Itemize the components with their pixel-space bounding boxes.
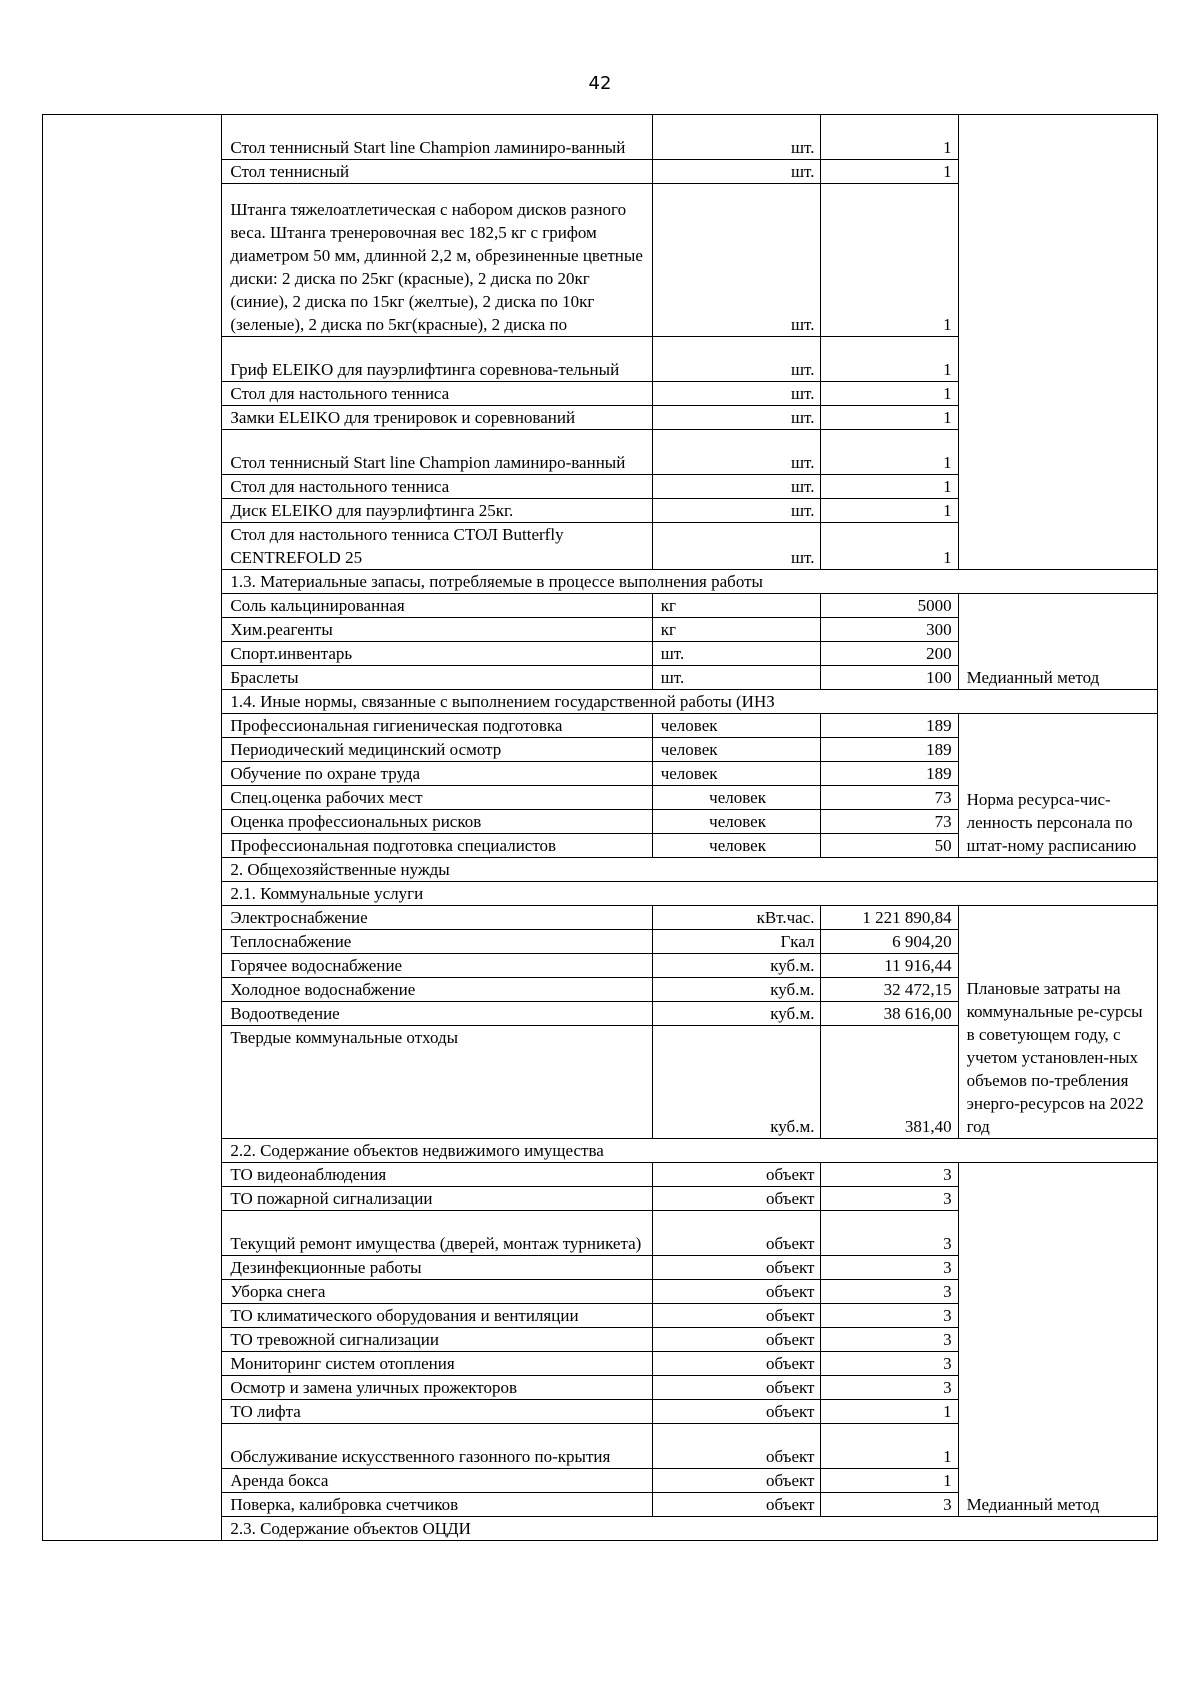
item-name: ТО тревожной сигнализации [222, 1328, 652, 1352]
item-name: Осмотр и замена уличных прожекторов [222, 1376, 652, 1400]
item-qty: 32 472,15 [821, 978, 958, 1002]
item-unit: шт. [652, 475, 821, 499]
item-qty: 1 [821, 430, 958, 475]
item-name: ТО климатического оборудования и вентиляции [222, 1304, 652, 1328]
method-cell: Медианный метод [958, 1163, 1157, 1517]
item-unit: человек [652, 714, 821, 738]
item-name: Аренда бокса [222, 1469, 652, 1493]
item-unit: объект [652, 1163, 821, 1187]
item-name: Стол теннисный Start line Champion ламиниро-ванный [222, 115, 652, 160]
item-name: Теплоснабжение [222, 930, 652, 954]
method-cell: Норма ресурса-чис-ленность персонала по штат-ному расписанию [958, 714, 1157, 858]
item-unit: человек [652, 762, 821, 786]
item-qty: 189 [821, 714, 958, 738]
item-unit: объект [652, 1256, 821, 1280]
item-name: Уборка снега [222, 1280, 652, 1304]
method-cell: Медианный метод [958, 594, 1157, 690]
item-qty: 3 [821, 1163, 958, 1187]
item-qty: 73 [821, 810, 958, 834]
item-name: Спорт.инвентарь [222, 642, 652, 666]
item-unit: объект [652, 1328, 821, 1352]
item-name: Стол для настольного тенниса [222, 475, 652, 499]
item-name: Стол теннисный Start line Champion ламиниро-ванный [222, 430, 652, 475]
item-unit: объект [652, 1280, 821, 1304]
item-name: Твердые коммунальные отходы [222, 1026, 652, 1139]
item-qty: 1 [821, 406, 958, 430]
item-qty: 6 904,20 [821, 930, 958, 954]
item-unit: шт. [652, 115, 821, 160]
item-unit: шт. [652, 499, 821, 523]
item-qty: 1 [821, 1400, 958, 1424]
item-qty: 3 [821, 1187, 958, 1211]
section-title: 2.3. Содержание объектов ОЦДИ [222, 1517, 1158, 1541]
item-name: ТО видеонаблюдения [222, 1163, 652, 1187]
section-title: 2.1. Коммунальные услуги [222, 882, 1158, 906]
item-unit: человек [652, 738, 821, 762]
item-unit: объект [652, 1187, 821, 1211]
item-name: Дезинфекционные работы [222, 1256, 652, 1280]
item-unit: кВт.час. [652, 906, 821, 930]
page-number: 42 [588, 73, 612, 94]
item-qty: 1 [821, 382, 958, 406]
item-name: Хим.реагенты [222, 618, 652, 642]
item-unit: куб.м. [652, 978, 821, 1002]
item-unit: объект [652, 1493, 821, 1517]
item-unit: куб.м. [652, 954, 821, 978]
item-name: Холодное водоснабжение [222, 978, 652, 1002]
item-unit: шт. [652, 523, 821, 570]
method-cell-empty [958, 115, 1157, 570]
item-name: Обучение по охране труда [222, 762, 652, 786]
item-qty: 1 [821, 337, 958, 382]
item-name: Соль кальцинированная [222, 594, 652, 618]
item-unit: куб.м. [652, 1002, 821, 1026]
item-unit: шт. [652, 382, 821, 406]
item-unit: шт. [652, 184, 821, 337]
item-unit: кг [652, 618, 821, 642]
item-unit: шт. [652, 666, 821, 690]
item-unit: человек [652, 786, 821, 810]
item-unit: объект [652, 1211, 821, 1256]
item-qty: 189 [821, 762, 958, 786]
item-name: Стол для настольного тенниса СТОЛ Butterfly CENTREFOLD 25 [222, 523, 652, 570]
item-unit: объект [652, 1469, 821, 1493]
item-name: Периодический медицинский осмотр [222, 738, 652, 762]
item-qty: 3 [821, 1256, 958, 1280]
section-title: 2. Общехозяйственные нужды [222, 858, 1158, 882]
item-qty: 1 [821, 523, 958, 570]
item-unit: куб.м. [652, 1026, 821, 1139]
item-name: Обслуживание искусственного газонного по-крытия [222, 1424, 652, 1469]
item-qty: 3 [821, 1304, 958, 1328]
item-unit: шт. [652, 337, 821, 382]
item-name: Стол для настольного тенниса [222, 382, 652, 406]
item-name: Замки ELEIKO для тренировок и соревнований [222, 406, 652, 430]
item-qty: 38 616,00 [821, 1002, 958, 1026]
item-name: Профессиональная подготовка специалистов [222, 834, 652, 858]
item-unit: объект [652, 1376, 821, 1400]
item-qty: 50 [821, 834, 958, 858]
item-qty: 3 [821, 1376, 958, 1400]
item-qty: 3 [821, 1352, 958, 1376]
section-title: 1.3. Материальные запасы, потребляемые в процессе выполнения работы [222, 570, 1158, 594]
item-qty: 1 221 890,84 [821, 906, 958, 930]
table-row [43, 115, 1158, 160]
item-name: Стол теннисный [222, 160, 652, 184]
item-qty: 1 [821, 160, 958, 184]
item-qty: 300 [821, 618, 958, 642]
item-name: Штанга тяжелоатлетическая с набором дисков разного веса. Штанга тренеровочная вес 182,5 кг с грифом диаметром 50 мм, длинной 2,2 м, обрезиненные цветные диски: 2 диска по 25кг (красные), 2 диска по 20кг (синие), 2 диска по 15кг (желтые), 2 диска по 10кг (зеленые), 2 диска по 5кг(красные), 2 диска по [222, 184, 652, 337]
item-qty: 100 [821, 666, 958, 690]
item-unit: шт. [652, 160, 821, 184]
item-name: Электроснабжение [222, 906, 652, 930]
item-name: Диск ELEIKO для пауэрлифтинга 25кг. [222, 499, 652, 523]
item-name: Текущий ремонт имущества (дверей, монтаж турникета) [222, 1211, 652, 1256]
item-unit: кг [652, 594, 821, 618]
item-qty: 3 [821, 1211, 958, 1256]
item-unit: объект [652, 1304, 821, 1328]
item-qty: 381,40 [821, 1026, 958, 1139]
item-qty: 1 [821, 499, 958, 523]
item-qty: 1 [821, 115, 958, 160]
item-qty: 189 [821, 738, 958, 762]
item-name: ТО лифта [222, 1400, 652, 1424]
item-unit: человек [652, 810, 821, 834]
item-name: Водоотведение [222, 1002, 652, 1026]
item-name: ТО пожарной сигнализации [222, 1187, 652, 1211]
item-name: Мониторинг систем отопления [222, 1352, 652, 1376]
item-unit: шт. [652, 430, 821, 475]
item-unit: шт. [652, 642, 821, 666]
item-name: Профессиональная гигиеническая подготовка [222, 714, 652, 738]
item-unit: объект [652, 1400, 821, 1424]
item-name: Оценка профессиональных рисков [222, 810, 652, 834]
item-qty: 1 [821, 1424, 958, 1469]
item-qty: 3 [821, 1328, 958, 1352]
item-name: Браслеты [222, 666, 652, 690]
item-qty: 3 [821, 1280, 958, 1304]
item-name: Поверка, калибровка счетчиков [222, 1493, 652, 1517]
item-qty: 1 [821, 475, 958, 499]
item-unit: человек [652, 834, 821, 858]
section-title: 2.2. Содержание объектов недвижимого имущества [222, 1139, 1158, 1163]
item-qty: 200 [821, 642, 958, 666]
item-name: Гриф ELEIKO для пауэрлифтинга соревнова-тельный [222, 337, 652, 382]
norms-table [42, 114, 1158, 1541]
method-cell: Плановые затраты на коммунальные ре-сурсы в советующем году, с учетом установлен-ных объемов по-требления энерго-ресурсов на 2022 год [958, 906, 1157, 1139]
item-unit: объект [652, 1424, 821, 1469]
item-name: Спец.оценка рабочих мест [222, 786, 652, 810]
item-qty: 5000 [821, 594, 958, 618]
item-name: Горячее водоснабжение [222, 954, 652, 978]
item-unit: объект [652, 1352, 821, 1376]
item-unit: шт. [652, 406, 821, 430]
blank-column [43, 115, 222, 1541]
item-qty: 11 916,44 [821, 954, 958, 978]
item-qty: 1 [821, 184, 958, 337]
section-title: 1.4. Иные нормы, связанные с выполнением государственной работы (ИНЗ [222, 690, 1158, 714]
item-qty: 1 [821, 1469, 958, 1493]
item-qty: 3 [821, 1493, 958, 1517]
item-qty: 73 [821, 786, 958, 810]
item-unit: Гкал [652, 930, 821, 954]
